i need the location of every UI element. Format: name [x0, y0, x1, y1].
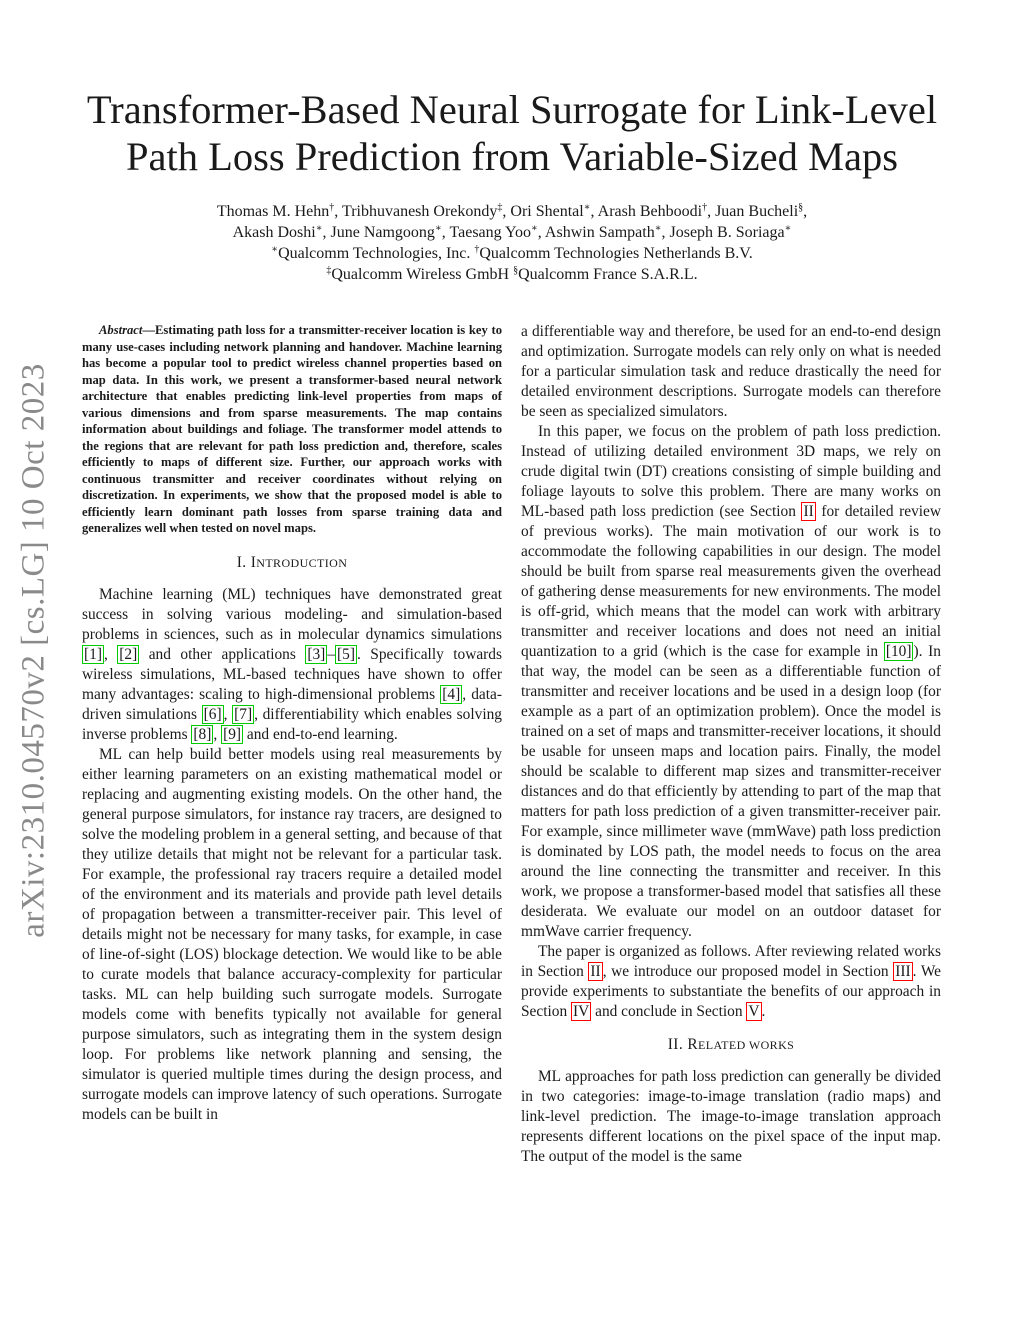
- author-name: Akash Doshi: [232, 224, 316, 241]
- author-name: Juan Bucheli: [715, 203, 799, 220]
- affiliation-mark: ∗: [531, 223, 538, 234]
- citation-link[interactable]: [4]: [442, 685, 461, 703]
- citation-link[interactable]: [7]: [234, 705, 253, 723]
- author-name: Joseph B. Soriaga: [669, 224, 785, 241]
- text-run: ,: [223, 705, 233, 723]
- related-paragraph-1: ML approaches for path loss prediction can generally be divided in two categories: image-to-image translation (radio maps) and link-level prediction. The image-to-image translation approach represents different locations on the pixel space of the input map. The output of the model is the same: [521, 1068, 941, 1165]
- left-column: [82, 322, 502, 1125]
- affiliation-mark: †: [702, 202, 708, 213]
- section-link[interactable]: II: [803, 503, 814, 520]
- text-run: ,: [213, 725, 222, 743]
- author-line-1: Thomas M. Hehn†, Tribhuvanesh Orekondy‡, Ori Shental∗, Arash Behboodi†, Juan Bucheli§,: [216, 202, 808, 220]
- abstract-text: Estimating path loss for a transmitter-receiver location is key to many use-cases including network planning and handover. Machine learning has become a popular tool to predict wireless channel properties based on map data. In this work, we present a transformer-based neural network architecture that enables predicting link-level properties from maps of various dimensions and from sparse measurements. The map contains information about buildings and foliage. The transformer model attends to the regions that are relevant for path loss prediction and, therefore, scales efficiently to maps of different size. Further, our approach works with continuous transmitter and receiver coordinates without relying on discretization. In experiments, we show that the proposed model is able to efficiently learn dominant path losses from sparse training data and generalizes well when tested on novel maps.: [82, 323, 502, 535]
- affiliation-mark: †: [474, 244, 480, 255]
- affiliation-mark: ∗: [654, 223, 662, 234]
- affiliation-line-1: [60, 243, 964, 264]
- intro-paragraph-3: a differentiable way and therefore, be used for an end-to-end design and optimization. Surrogate models can rely only on what is needed for a particular simulation task and reduce drastically the need for detailed environment descriptions. Surrogate models can therefore be seen as specialized simulators.: [521, 323, 941, 420]
- intro-paragraph-5: [521, 942, 941, 1022]
- text-run: . We provide experiments to substantiate the benefits of our approach in Section: [521, 963, 941, 1020]
- affiliation-name: Qualcomm France S.A.R.L.: [518, 266, 698, 283]
- text-run: and end-to-end learning.: [243, 725, 398, 743]
- text-run: , data-driven simulations: [82, 685, 502, 723]
- text-run: In this paper, we focus on the problem of path loss prediction. Instead of utilizing detailed environment 3D maps, we rely on crude digital twin (DT) creations consisting of simple building and foliage layouts to solve this problem. There are many works on ML-based path loss prediction (see Section: [521, 423, 941, 520]
- author-block: [60, 201, 964, 285]
- section-heading-related-works: II. RELATED WORKS: [667, 1036, 795, 1053]
- text-run: The paper is organized as follows. After reviewing related works in Section: [521, 943, 941, 980]
- text-run: .: [761, 1003, 766, 1020]
- text-run: –: [327, 645, 336, 663]
- paper-title: Transformer-Based Neural Surrogate for Link-Level Path Loss Prediction from Variable-Sized Maps: [86, 87, 938, 179]
- intro-paragraph-2: ML can help build better models using real measurements by either learning parameters on an existing mathematical model or replacing and augmenting existing models. On the other hand, the general purpose simulators, for instance ray tracers, are designed to solve the modeling problem in a general setting, and because of that they utilize details that might not be relevant for a particular task. For example, the professional ray tracers require a detailed model of the environment and its materials and provide path level details of propagation between a transmitter-receiver pair. This level of details might not be necessary for many tasks, for example, in case of line-of-sight (LOS) blockage detection. We would like to be able to curate models that balance accuracy-complexity for particular tasks. ML can help building such surrogate models. Surrogate models come with benefits typically not available for general purpose simulators, such as integrating them in the system design loop. For problems like network planning and sensing, the simulator is queried multiple times during the design process, and surrogate models can improve latency of such operations. Surrogate models can be built in: [82, 745, 502, 1123]
- author-name: Taesang Yoo: [449, 224, 531, 241]
- affiliation-mark: †: [329, 202, 335, 213]
- text-run: ,: [103, 645, 118, 663]
- abstract-dash: —: [142, 323, 155, 337]
- citation-link[interactable]: [8]: [193, 725, 212, 743]
- section-link[interactable]: IV: [573, 1003, 590, 1020]
- right-column: [521, 322, 941, 1167]
- text-run: and other applications: [139, 645, 306, 663]
- citation-link[interactable]: [3]: [307, 645, 326, 663]
- citation-link[interactable]: [2]: [119, 645, 138, 663]
- affiliation-mark: ∗: [271, 244, 279, 255]
- text-run: Machine learning (ML) techniques have demonstrated great success in solving various modeling- and simulation-based problems in sciences, such as in molecular dynamics simulations: [82, 585, 502, 643]
- author-name: June Namgoong: [330, 224, 435, 241]
- citation-link[interactable]: [10]: [885, 643, 912, 660]
- affiliation-mark: ‡: [326, 265, 332, 276]
- author-name: Tribhuvanesh Orekondy: [341, 203, 498, 220]
- affiliation-name: Qualcomm Wireless GmbH: [331, 266, 514, 283]
- author-line-2: Akash Doshi∗, June Namgoong∗, Taesang Yoo∗, Ashwin Sampath∗, Joseph B. Soriaga∗: [232, 223, 792, 241]
- text-run: for detailed review of previous works). The main motivation of our work is to accommodate the following capabilities in our design. The model should be built from sparse real measurements given the overhead of gathering dense measurements for new environments. The model is off-grid, which means that the model can work with arbitrary transmitter and receiver locations and does not need an initial quantization to a grid (which is the case for example in: [521, 503, 941, 660]
- affiliation-mark: ∗: [784, 223, 792, 234]
- author-name: Ori Shental: [510, 203, 584, 220]
- text-run: , we introduce our proposed model in Section: [602, 963, 894, 980]
- arxiv-identifier-stamp: [4, 355, 64, 945]
- affiliation-mark: ∗: [434, 223, 442, 234]
- arxiv-stamp-text: arXiv:2310.04570v2 [cs.LG] 10 Oct 2023: [15, 362, 52, 938]
- author-name: Thomas M. Hehn: [216, 203, 330, 220]
- section-link[interactable]: II: [590, 963, 601, 980]
- text-run: . Specifically towards wireless simulations, ML-based techniques have shown to offer many advantages: scaling to high-dimensional problems: [82, 645, 502, 703]
- intro-paragraph-1: [82, 585, 502, 745]
- affiliation-name: Qualcomm Technologies Netherlands B.V.: [479, 245, 753, 262]
- intro-paragraph-4: [521, 422, 941, 942]
- citation-link[interactable]: [5]: [337, 645, 355, 663]
- affiliation-name: Qualcomm Technologies, Inc.: [278, 245, 475, 262]
- affiliation-mark: §: [513, 265, 519, 276]
- abstract-label: Abstract: [99, 323, 143, 337]
- text-run: ). In that way, the model can be seen as a differentiable function of transmitter and receiver locations and be used in a design loop (for example as a part of an optimization problem). Once the model is trained on a set of maps and transmitter-receiver locations, it should be usable for unseen maps and location pairs. Finally, the model should be scalable to different map sizes and transmitter-receiver distances and do that efficiently by attending to part of the map that matters for path loss prediction of a given transmitter-receiver pair. For example, since millimeter wave (mmWave) path loss prediction is dominated by LOS path, the model needs to focus on the area around the line connecting the transmitter and receiver. In this work, we propose a transformer-based model that satisfies all these desiderata. We evaluate our model on an outdoor dataset for mmWave carrier frequency.: [521, 643, 941, 940]
- text-run: , differentiability which enables solving inverse problems: [82, 705, 502, 743]
- section-heading-introduction: I. INTRODUCTION: [236, 553, 348, 571]
- citation-link[interactable]: [9]: [223, 725, 242, 743]
- affiliation-line-2: [60, 264, 964, 285]
- section-link[interactable]: III: [895, 963, 911, 980]
- affiliation-mark: §: [798, 202, 804, 213]
- affiliation-mark: ∗: [583, 202, 591, 213]
- author-name: Arash Behboodi: [597, 203, 703, 220]
- citation-link[interactable]: [1]: [84, 645, 102, 663]
- abstract: [82, 322, 502, 537]
- author-name: Ashwin Sampath: [544, 224, 655, 241]
- affiliation-mark: ∗: [315, 223, 323, 234]
- affiliation-mark: ‡: [497, 202, 503, 213]
- text-run: and conclude in Section: [591, 1003, 747, 1020]
- citation-link[interactable]: [6]: [203, 705, 222, 723]
- section-link[interactable]: V: [748, 1003, 760, 1020]
